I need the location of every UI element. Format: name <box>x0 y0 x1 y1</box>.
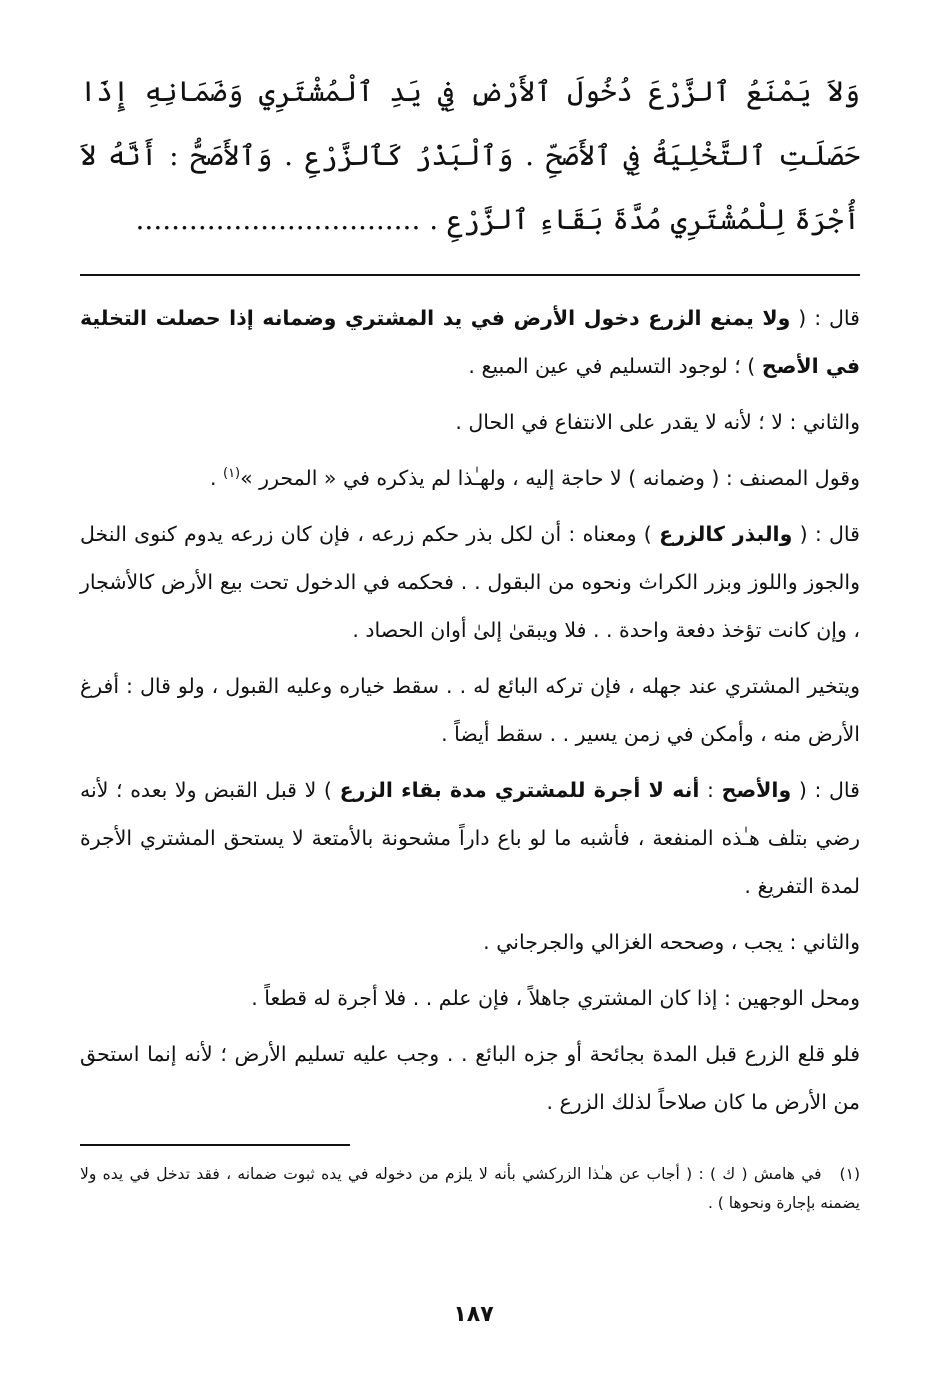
text-run: : <box>699 778 722 802</box>
commentary <box>80 294 860 1126</box>
text-run: قال : ( <box>790 306 860 330</box>
commentary-paragraph: ويتخير المشتري عند جهله ، فإن تركه البائع له . . سقط خياره وعليه القبول ، ولو قال : أفرغ الأرض منه ، وأمكن في زمن يسير . . سقط أيضاً . <box>80 674 860 746</box>
commentary-paragraph <box>80 294 860 390</box>
footnote-separator <box>80 1144 350 1146</box>
commentary-paragraph: فلو قلع الزرع قبل المدة بجائحة أو جزه البائع . . وجب عليه تسليم الأرض ؛ لأنه إنما استحق من الأرض ما كان صلاحاً لذلك الزرع . <box>80 1042 860 1114</box>
page-number: ١٨٧ <box>453 1302 494 1327</box>
page-body <box>80 60 860 1218</box>
quoted-matn: والأصح <box>721 778 792 802</box>
text-run: وقول المصنف : ( وضمانه ) لا حاجة إليه ، ولهـٰذا لم يذكره في « المحرر » <box>240 466 860 490</box>
matn-sentence: وَلاَ يَمْنَعُ ٱلزَّرْعَ دُخُولَ ٱلأَرْضِ فِي يَدِ ٱلْمُشْتَرِي وَضَمَانِهِ إِذَا حَصَلَتِ ٱلتَّخْلِيَةُ فِي ٱلأَصَحِّ . وَٱلْبَذْرُ كَٱلزَّرْعِ . وَٱلأَصَحُّ : أَنَّهُ لاَ أُجْرَةَ لِلْمُشْتَرِي مُدَّةَ بَقَاءِ ٱلزَّرْعِ . <box>80 75 860 236</box>
commentary-paragraph: والثاني : لا ؛ لأنه لا يقدر على الانتفاع في الحال . <box>455 410 860 434</box>
footnote-reference[interactable]: (١) <box>222 466 241 482</box>
commentary-paragraph <box>80 766 860 910</box>
commentary-paragraph: والثاني : يجب ، وصححه الغزالي والجرجاني . <box>483 930 860 954</box>
commentary-paragraph <box>80 454 860 502</box>
text-run: قال : ( <box>791 778 860 802</box>
matn-text <box>80 60 860 252</box>
footnote-number: (١) <box>839 1165 860 1183</box>
quoted-matn: والبذر كالزرع <box>659 522 793 546</box>
quoted-matn: ولا يمنع الزرع دخول الأرض في يد المشتري وضمانه إذا حصلت التخلية في الأصح <box>80 306 860 378</box>
text-run: ) ومعناه : أن لكل بذر حكم زرعه ، فإن كان زرعه يدوم كنوى النخل والجوز واللوز وبزر الكراث ونحوه من البقول . . فحكمه في الدخول تحت بيع الأرض كالأشجار ، وإن كانت تؤخذ دفعة واحدة . . فلا ويبقىٰ إلىٰ أوان الحصاد . <box>80 522 860 642</box>
commentary-paragraph <box>80 510 860 654</box>
text-run: ) ؛ لوجود التسليم في عين المبيع . <box>468 354 762 378</box>
separator-rule <box>80 274 860 276</box>
commentary-paragraph: ومحل الوجهين : إذا كان المشتري جاهلاً ، فإن علم . . فلا أجرة له قطعاً . <box>251 986 860 1010</box>
text-run: قال : ( <box>792 522 860 546</box>
text-run: . <box>209 466 223 490</box>
matn-dots: ................................ <box>135 203 421 236</box>
footnote <box>80 1160 860 1218</box>
text-run: ) لا قبل القبض ولا بعده ؛ لأنه رضي بتلف هـٰذه المنفعة ، فأشبه ما لو باع داراً مشحونة بالأمتعة لا يستحق المشتري الأجرة لمدة التفريغ . <box>80 778 860 898</box>
footnote-text: في هامش ( ك ) : ( أجاب عن هـٰذا الزركشي بأنه لا يلزم من دخوله في يده ثبوت ضمانه ، فقد تدخل في يده ولا يضمنه بإجارة ونحوها ) . <box>80 1165 860 1212</box>
quoted-matn: أنه لا أجرة للمشتري مدة بقاء الزرع <box>339 778 700 802</box>
